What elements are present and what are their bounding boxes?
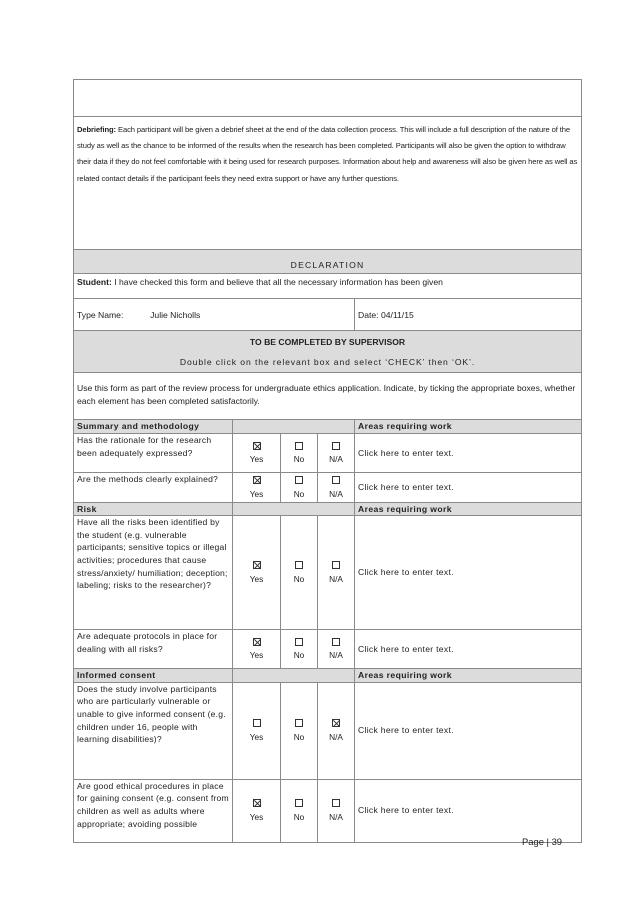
checkbox-icon[interactable] [332,442,340,450]
option-yes-cell[interactable] [233,779,281,842]
option-no-label: No [293,650,305,661]
option-yes-cell[interactable] [233,682,281,779]
option-no-cell[interactable] [281,630,318,669]
option-na-label: N/A [329,573,343,584]
option-no-cell[interactable] [281,516,318,630]
areas-requiring-work-input[interactable]: Click here to enter text. [355,630,582,669]
debriefing-cell [74,117,582,250]
debriefing-row [74,117,582,250]
checked-box-icon[interactable] [253,561,261,569]
option-na-label: N/A [329,812,343,823]
checkbox-icon[interactable] [332,561,340,569]
checked-box-icon[interactable] [253,638,261,646]
intro-row [74,373,582,420]
option-yes-label: Yes [249,454,264,465]
supervisor-heading-row [74,331,582,373]
areas-requiring-work-input[interactable]: Click here to enter text. [355,433,582,472]
question-text: Have all the risks been identified by the student (e.g. vulnerable participants; sensitive topics or illegal activities; procedures that cause stress/anxiety/ humiliation; deception; labeling; risks to the researcher)? [74,516,233,630]
debriefing-label: Debriefing: [77,125,116,134]
student-declaration-cell [74,274,582,299]
question-row [74,630,582,669]
option-yes-cell[interactable] [233,433,281,472]
option-no-cell[interactable] [281,779,318,842]
ethics-form-table [73,79,582,843]
option-no-cell[interactable] [281,682,318,779]
question-row [74,472,582,502]
section-title: Summary and methodology [74,420,233,434]
checkbox-icon[interactable] [295,476,303,484]
section-header-row [74,420,582,434]
student-declaration-text: I have checked this form and believe that all the necessary information has been given [114,277,443,287]
supervisor-heading: TO BE COMPLETED BY SUPERVISOR [249,337,406,348]
section-header-row [74,502,582,516]
checkbox-icon[interactable] [295,561,303,569]
supervisor-instruction: Double click on the relevant box and select ‘CHECK’ then ‘OK’. [179,356,476,367]
option-no-label: No [293,573,305,584]
areas-requiring-work-input[interactable]: Click here to enter text. [355,779,582,842]
question-text: Has the rationale for the research been adequately expressed? [74,433,233,472]
option-no-label: No [293,488,305,499]
type-name-cell [74,298,355,331]
checkbox-icon[interactable] [295,442,303,450]
areas-requiring-work-label: Areas requiring work [355,502,582,516]
option-na-cell[interactable] [318,630,355,669]
type-name-row [74,298,582,331]
option-na-label: N/A [329,732,343,743]
areas-requiring-work-input[interactable]: Click here to enter text. [355,682,582,779]
option-no-cell[interactable] [281,433,318,472]
checked-box-icon[interactable] [253,476,261,484]
section-title: Risk [74,502,233,516]
checkbox-icon[interactable] [295,719,303,727]
option-yes-label: Yes [249,488,264,499]
option-no-label: No [293,812,305,823]
student-label: Student: [77,277,112,287]
supervisor-heading-cell [74,331,582,373]
page-number: Page | 39 [522,836,562,847]
option-na-cell[interactable] [318,682,355,779]
option-na-label: N/A [329,454,343,465]
option-yes-label: Yes [249,573,264,584]
declaration-heading: DECLARATION [74,250,582,274]
type-name-label: Type Name: [77,309,124,320]
option-na-cell[interactable] [318,472,355,502]
declaration-heading-row [74,250,582,274]
areas-requiring-work-input[interactable]: Click here to enter text. [355,516,582,630]
question-text: Are the methods clearly explained? [74,472,233,502]
question-row [74,516,582,630]
date-label: Date: [358,309,379,320]
option-no-cell[interactable] [281,472,318,502]
debriefing-text: Each participant will be given a debrief sheet at the end of the data collection process. This will include a full description of the nature of the study as well as the chance to be informed of the results when the research has been completed. Participants will also be given the option to withdraw their data if they do not feel comfortable with it being used for research purposes. Information about help and awareness will also be given here as well as related contact details if the participant feels they need extra support or have any further questions. [77,125,578,183]
checked-box-icon[interactable] [253,799,261,807]
checkbox-icon[interactable] [332,638,340,646]
supervisor-intro: Use this form as part of the review process for undergraduate ethics application. Indicate, by ticking the appropriate boxes, whether each element has been completed satisfactorily. [74,373,582,420]
checkbox-icon[interactable] [332,476,340,484]
option-yes-cell[interactable] [233,630,281,669]
question-text: Are adequate protocols in place for dealing with all risks? [74,630,233,669]
areas-requiring-work-label: Areas requiring work [355,420,582,434]
question-text: Does the study involve participants who are particularly vulnerable or unable to give informed consent (e.g. children under 16, people with learning disabilities)? [74,682,233,779]
areas-requiring-work-label: Areas requiring work [355,669,582,683]
option-na-cell[interactable] [318,779,355,842]
checked-box-icon[interactable] [332,719,340,727]
option-yes-cell[interactable] [233,516,281,630]
option-yes-label: Yes [249,650,264,661]
question-row [74,682,582,779]
checkbox-icon[interactable] [253,719,261,727]
option-na-label: N/A [329,488,343,499]
section-title: Informed consent [74,669,233,683]
blank-row [74,80,582,117]
option-yes-label: Yes [249,812,264,823]
option-na-cell[interactable] [318,433,355,472]
option-yes-label: Yes [249,732,264,743]
option-yes-cell[interactable] [233,472,281,502]
checkbox-icon[interactable] [295,638,303,646]
question-row [74,779,582,842]
date-value[interactable]: 04/11/15 [380,309,414,320]
checkbox-icon[interactable] [332,799,340,807]
date-cell [355,298,582,331]
question-row [74,433,582,472]
areas-requiring-work-input[interactable]: Click here to enter text. [355,472,582,502]
checked-box-icon[interactable] [253,442,261,450]
option-na-label: N/A [329,650,343,661]
option-no-label: No [293,732,305,743]
option-na-cell[interactable] [318,516,355,630]
checkbox-icon[interactable] [295,799,303,807]
student-declaration-row [74,274,582,299]
section-header-row [74,669,582,683]
option-no-label: No [293,454,305,465]
question-text: Are good ethical procedures in place for gaining consent (e.g. consent from children as well as adults where appropriate; avoiding possible [74,779,233,842]
type-name-value[interactable]: Julie Nicholls [150,309,201,320]
